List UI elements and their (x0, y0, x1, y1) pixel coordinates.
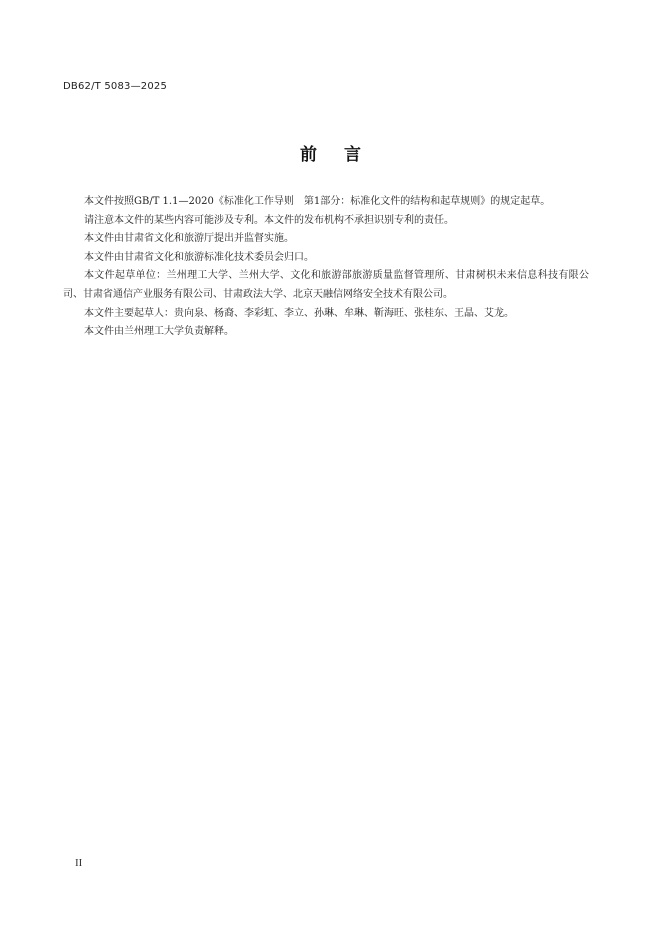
paragraph-drafting-units: 本文件起草单位：兰州理工大学、兰州大学、文化和旅游部旅游质量监督管理所、甘肃树枳未来信息科技有限公司、甘肃省通信产业服务有限公司、甘肃政法大学、北京天融信网络安全技术有限公司。 (63, 270, 589, 300)
paragraph-patent-notice: 请注意本文件的某些内容可能涉及专利。本文件的发布机构不承担识别专利的责任。 (84, 214, 454, 226)
foreword-body (63, 193, 589, 342)
page-number: II (75, 857, 83, 869)
paragraph-centralized-by: 本文件由甘肃省文化和旅游标准化技术委员会归口。 (84, 251, 314, 263)
page-title-part2: 言 (344, 145, 362, 165)
page-title-part1: 前 (300, 145, 318, 165)
paragraph-interpretation: 本文件由兰州理工大学负责解释。 (84, 326, 234, 338)
paragraph-drafting-rules: 本文件按照GB/T 1.1—2020《标准化工作导则 第1部分：标准化文件的结构和起草规则》的规定起草。 (84, 196, 551, 207)
document-code: DB62/T 5083—2025 (63, 81, 168, 92)
paragraph-main-drafters: 本文件主要起草人：贵向泉、杨裔、李彩虹、李立、孙琳、牟琳、靳海旺、张桂东、王晶、艾龙。 (84, 307, 514, 319)
paragraph-proposed-by: 本文件由甘肃省文化和旅游厅提出并监督实施。 (84, 233, 294, 245)
page-title (0, 140, 662, 165)
